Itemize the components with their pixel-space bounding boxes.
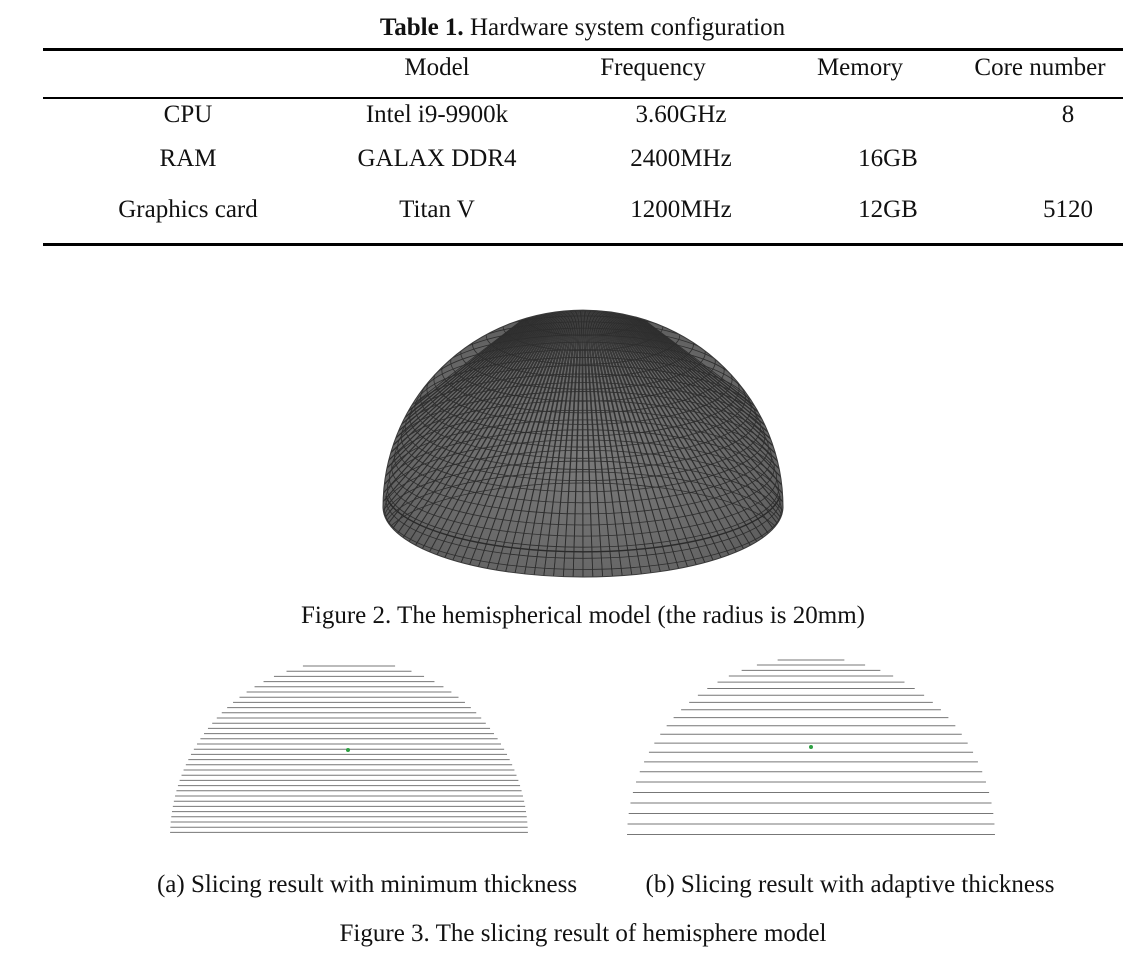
cell-gpu-memory: 12GB (858, 196, 918, 223)
table-caption-text: Hardware system configuration (469, 14, 786, 41)
cell-ram-frequency: 2400MHz (630, 145, 732, 172)
cell-ram-model: GALAX DDR4 (357, 145, 517, 172)
slicing-minimum-thickness-image (168, 658, 530, 840)
table-header-rule (43, 97, 1123, 99)
table-bottom-rule (43, 243, 1123, 246)
center-point-a (346, 748, 350, 752)
table-caption (0, 13, 1140, 43)
header-core-number: Core number (974, 54, 1106, 81)
table-caption-label: Table 1. (379, 14, 464, 41)
table-top-rule (43, 48, 1123, 51)
header-memory: Memory (816, 54, 904, 81)
cell-ram-memory: 16GB (858, 145, 918, 172)
cell-gpu-frequency: 1200MHz (630, 196, 732, 223)
slicing-adaptive-thickness-image (625, 655, 997, 840)
figure3a-caption: (a) Slicing result with minimum thickness (156, 871, 578, 898)
cell-cpu-model: Intel i9-9900k (365, 101, 509, 128)
cell-cpu-cores: 8 (1061, 101, 1075, 128)
center-point-b (809, 745, 813, 749)
figure3b-caption: (b) Slicing result with adaptive thickness (645, 871, 1055, 898)
figure3-caption: Figure 3. The slicing result of hemisphere model (339, 920, 827, 947)
figure2-caption: Figure 2. The hemispherical model (the radius is 20mm) (300, 602, 866, 629)
header-model: Model (404, 54, 470, 81)
cell-gpu-model: Titan V (399, 196, 475, 223)
cell-cpu-label: CPU (163, 101, 213, 128)
header-frequency: Frequency (600, 54, 706, 81)
cell-cpu-frequency: 3.60GHz (635, 101, 727, 128)
cell-ram-label: RAM (159, 145, 217, 172)
cell-gpu-cores: 5120 (1043, 196, 1093, 223)
cell-gpu-label: Graphics card (118, 196, 258, 223)
hemisphere-mesh-image (380, 306, 786, 582)
